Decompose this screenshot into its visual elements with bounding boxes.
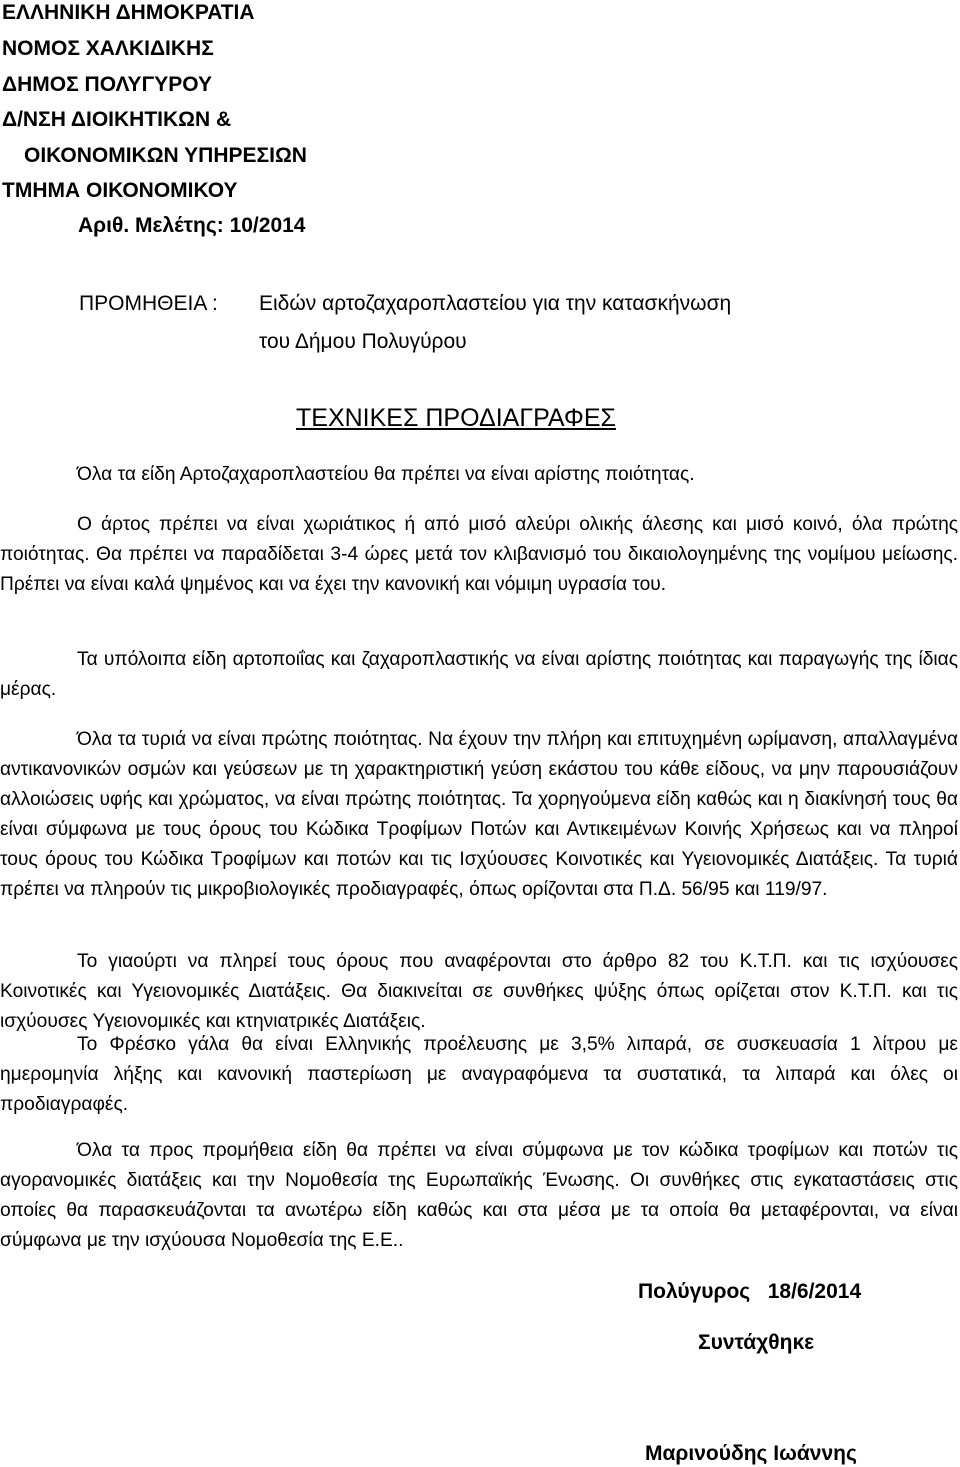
signatory-name: Μαρινούδης Ιωάννης bbox=[645, 1442, 857, 1465]
header-prefecture: ΝΟΜΟΣ ΧΑΛΚΙΔΙΚΗΣ bbox=[2, 37, 214, 60]
paragraph-general-text: Όλα τα είδη Αρτοζαχαροπλαστείου θα πρέπει να είναι αρίστης ποιότητας. bbox=[77, 464, 695, 485]
header-republic: ΕΛΛΗΝΙΚΗ ΔΗΜΟΚΡΑΤΙΑ bbox=[2, 1, 255, 24]
subject-line-2: του Δήμου Πολυγύρου bbox=[259, 330, 467, 353]
header-municipality: ΔΗΜΟΣ ΠΟΛΥΓΥΡΟΥ bbox=[2, 73, 212, 96]
study-number: Αριθ. Μελέτης: 10/2014 bbox=[78, 214, 306, 237]
subject-label: ΠΡΟΜΗΘΕΙΑ : bbox=[79, 292, 218, 315]
document-title: ΤΕΧΝΙΚΕΣ ΠΡΟΔΙΑΓΡΑΦΕΣ bbox=[296, 404, 616, 432]
paragraph-bakery bbox=[0, 645, 958, 705]
paragraph-bread-text: Ο άρτος πρέπει να είναι χωριάτικος ή από μισό αλεύρι ολικής άλεσης και μισό κοινό, όλα πρώτης ποιότητας. Θα πρέπει να παραδίδεται 3-4 ώρες μετά τον κλιβανισμό του δικαιολογημένης της νομίμου μείωσης. Πρέπει να είναι καλά ψημένος και να έχει την κανονική και νόμιμη υγρασία του. bbox=[0, 514, 958, 595]
paragraph-yogurt bbox=[0, 947, 958, 1037]
paragraph-legislation bbox=[0, 1136, 958, 1256]
paragraph-milk bbox=[0, 1030, 958, 1120]
paragraph-yogurt-text: Το γιαούρτι να πληρεί τους όρους που αναφέρονται στο άρθρο 82 του Κ.Τ.Π. και τις ισχύουσες Κοινοτικές και Υγειονομικές Διατάξεις. Θα διακινείται σε συνθήκες ψύξης όπως ορίζεται στον Κ.Τ.Π. και τις ισχύουσες Υγειονομικές και κτηνιατρικές Διατάξεις. bbox=[0, 951, 958, 1032]
paragraph-cheese bbox=[0, 725, 958, 905]
header-department: ΤΜΗΜΑ ΟΙΚΟΝΟΜΙΚΟΥ bbox=[2, 179, 238, 202]
paragraph-bakery-text: Τα υπόλοιπα είδη αρτοποιΐας και ζαχαροπλαστικής να είναι αρίστης ποιότητας και παραγωγής της ίδιας μέρας. bbox=[0, 649, 958, 700]
paragraph-bread bbox=[0, 510, 958, 600]
paragraph-milk-text: Το Φρέσκο γάλα θα είναι Ελληνικής προέλευσης με 3,5% λιπαρά, σε συσκευασία 1 λίτρου με ημερομηνία λήξης και κανονική παστερίωση με αναγραφόμενα τα συστατικά, τα λιπαρά και όλες οι προδιαγραφές. bbox=[0, 1034, 958, 1115]
paragraph-legislation-text: Όλα τα προς προμήθεια είδη θα πρέπει να είναι σύμφωνα με τον κώδικα τροφίμων και ποτών τις αγορανομικές διατάξεις και την Νομοθεσία της Ευρωπαϊκής Ένωσης. Οι συνθήκες στις εγκαταστάσεις στις οποίες θα παρασκευάζονται τα ανωτέρω είδη καθώς και στα μέσα με τα οποία θα μεταφέρονται, να είναι σύμφωνα με την ισχύουσα Νομοθεσία της Ε.Ε.. bbox=[0, 1140, 958, 1251]
header-directorate: Δ/ΝΣΗ ΔΙΟΙΚΗΤΙΚΩΝ & bbox=[2, 108, 232, 131]
subject-line-1: Ειδών αρτοζαχαροπλαστείου για την κατασκήνωση bbox=[259, 292, 732, 315]
header-directorate-cont: ΟΙΚΟΝΟΜΙΚΩΝ ΥΠΗΡΕΣΙΩΝ bbox=[24, 144, 307, 167]
place-date: Πολύγυρος 18/6/2014 bbox=[638, 1280, 862, 1303]
paragraph-cheese-text: Όλα τα τυριά να είναι πρώτης ποιότητας. Να έχουν την πλήρη και επιτυχημένη ωρίμανση, απαλλαγμένα αντικανονικών οσμών και γεύσεων με τη χαρακτηριστική γεύση εκάστου του κάθε είδους, να μην παρουσιάζουν αλλοιώσεις υφής και χρώματος, να είναι πρώτης ποιότητας. Τα χορηγούμενα είδη καθώς και η διακίνησή τους θα είναι σύμφωνα με τους όρους του Κώδικα Τροφίμων Ποτών και Αντικειμένων Κοινής Χρήσεως και να πληροί τους όρους του Κώδικα Τροφίμων και ποτών και τις Ισχύουσες Κοινοτικές και Υγειονομικές Διατάξεις. Τα τυριά πρέπει να πληρούν τις μικροβιολογικές προδιαγραφές, όπως ορίζονται στα Π.Δ. 56/95 και 119/97. bbox=[0, 729, 958, 900]
paragraph-general bbox=[0, 460, 958, 490]
drafted-label: Συντάχθηκε bbox=[698, 1331, 815, 1354]
